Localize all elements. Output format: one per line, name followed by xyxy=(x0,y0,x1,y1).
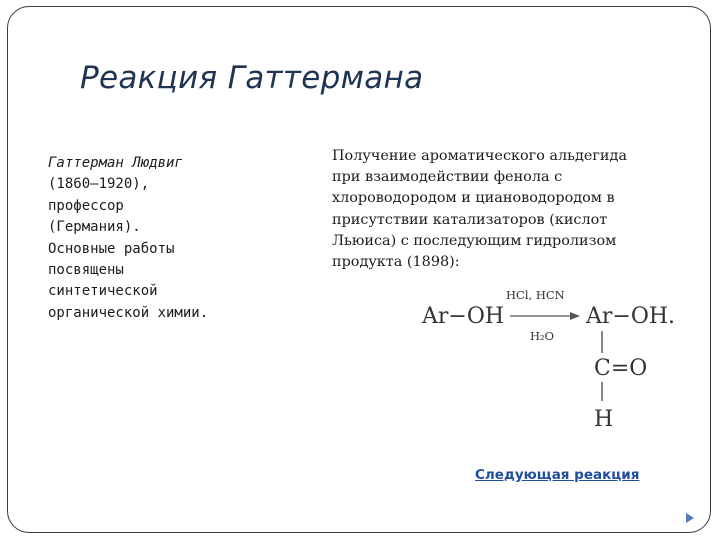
reagents-above-arrow: HCl, HCN xyxy=(506,288,565,302)
biography-text: (1860–1920), профессор (Германия). Основные работы посвящены синтетической органической химии. xyxy=(48,176,209,321)
next-reaction-link[interactable]: Следующая реакция xyxy=(475,467,640,483)
hydrogen-atom: H xyxy=(594,407,614,432)
scientist-name: Гаттерман Людвиг xyxy=(48,155,183,171)
carbonyl-group: C=O xyxy=(594,356,648,381)
reaction-scheme xyxy=(418,283,688,433)
next-slide-arrow-icon[interactable] xyxy=(686,513,694,523)
slide-title: Реакция Гаттермана xyxy=(80,60,424,96)
reaction-description: Получение ароматического альдегида при взаимодействии фенола с хлороводородом и циановодородом в присутствии катализаторов (кислот Льюиса) с последующим гидролизом продукта (1898): xyxy=(332,148,627,271)
biography-block xyxy=(48,153,253,324)
reaction-arrow-head xyxy=(570,312,580,320)
product-formula: Ar−OH. xyxy=(586,304,676,329)
reagent-below-arrow: H₂O xyxy=(530,329,555,343)
reactant-formula: Ar−OH xyxy=(422,304,505,329)
